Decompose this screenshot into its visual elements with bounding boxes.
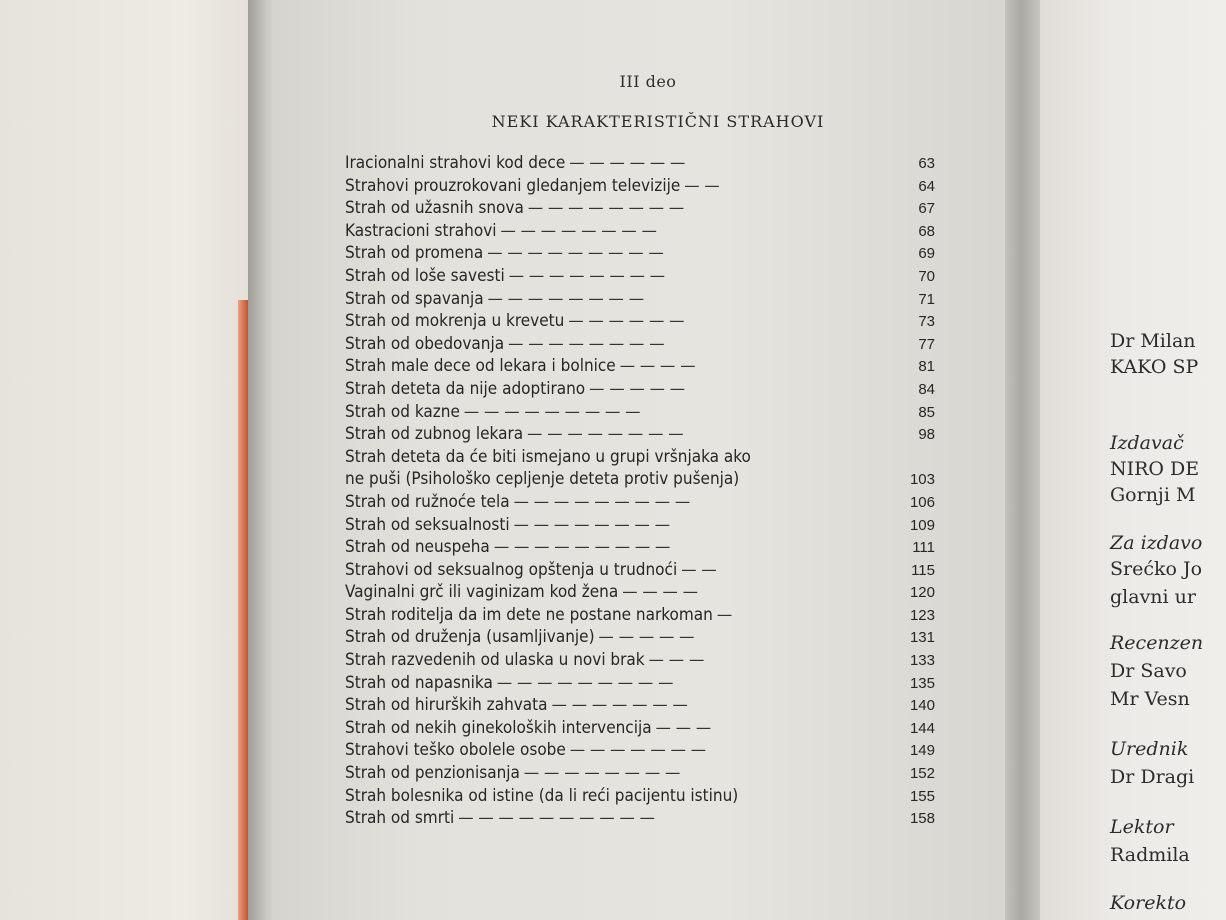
toc-leader-dashes: — — — — [622,582,699,603]
imprint-line: NIRO DE [1110,458,1200,480]
toc-entry [345,242,935,265]
left-page [0,0,265,920]
toc-leader-dashes: — — [684,175,720,196]
toc-entry-title: Strah od mokrenja u krevetu [345,311,565,332]
toc-page-number: 115 [911,561,935,579]
toc-entry [345,288,935,311]
toc-page-number: 135 [909,674,935,692]
toc-leader-dashes: — [716,604,733,625]
toc-entry [345,762,935,785]
toc-page-number: 69 [918,245,935,263]
toc-page-number: 158 [909,810,935,828]
toc-entry [345,197,935,220]
toc-page-number: 68 [918,222,935,240]
toc-page-number: 109 [909,516,935,534]
toc-page-number: 64 [918,177,935,195]
toc-entry [345,401,935,424]
section-title: NEKI KARAKTERISTIČNI STRAHOVI [491,112,825,131]
toc-page-number: 144 [909,719,935,737]
imprint-line: Za izdavo [1110,532,1203,554]
toc-leader-dashes: — — — — — — — — [527,198,685,219]
toc-entry [345,333,935,356]
toc-page-number: 106 [909,493,935,511]
imprint-line: Dr Dragi [1110,766,1195,788]
toc-entry-title: Strah od penzionisanja [345,763,520,784]
toc-page-number: 140 [909,697,935,715]
toc-leader-dashes: — — — — — [598,627,695,648]
imprint-line: Dr Savo [1110,660,1187,682]
toc-entry [345,581,935,604]
toc-page-number: 123 [909,606,935,624]
toc-entry [345,604,935,627]
toc-leader-dashes: — — — — — — — — — [487,243,664,264]
toc-leader-dashes: — — — — — — — — [487,288,645,309]
imprint-line: Korekto [1110,892,1187,914]
section-label: III deo [619,72,677,91]
toc-leader-dashes: — — — [648,650,705,671]
toc-entry [345,491,935,514]
toc-entry [345,220,935,243]
toc-leader-dashes: — — — — — — — — [523,763,681,784]
toc-entry [345,378,935,401]
toc-entry [345,717,935,740]
toc-leader-dashes: — — — — [619,356,696,377]
toc-entry-title: Strah od užasnih snova [345,198,524,219]
imprint-page [1040,0,1226,920]
imprint-line: Mr Vesn [1110,688,1190,710]
toc-entry [345,468,935,491]
toc-leader-dashes: — — — — — [589,378,686,399]
toc-entry-title: Strah od spavanja [345,288,484,309]
toc-entry [345,265,935,288]
toc-entry [345,559,935,582]
toc-leader-dashes: — — — — — — — — [508,265,666,286]
toc-leader-dashes: — — [681,559,717,580]
toc-entry [345,649,935,672]
toc-entry [345,739,935,762]
toc-leader-dashes: — — — — — — — [569,740,707,761]
toc-page-number: 84 [918,380,935,398]
toc-entry-title: ne puši (Psihološko cepljenje deteta protiv pušenja) [345,469,740,490]
toc-page-number: 73 [918,313,935,331]
toc-leader-dashes: — — — — — — — — [508,333,665,354]
toc-entry-title: Strah od zubnog lekara [345,424,524,445]
toc-entry-title: Strah od promena [345,243,484,264]
toc-entry-title: Strahovi od seksualnog opštenja u trudnoći [345,559,678,580]
toc-entry [345,672,935,695]
toc-entry [345,446,935,469]
toc-leader-dashes: — — — — — — — — [527,424,684,445]
toc-page-number: 131 [909,629,935,647]
toc-leader-dashes: — — — — — — — [551,695,688,716]
toc-page-number: 103 [909,471,935,489]
toc-leader-dashes: — — — — — — — — — — [458,808,655,829]
toc-entry-title: Strah roditelja da im dete ne postane narkoman [345,604,713,625]
toc-entry-title: Strahovi prouzrokovani gledanjem televizije [345,175,681,196]
toc-entry-title: Strah od ružnoće tela [345,491,510,512]
imprint-line: Lektor [1110,816,1174,838]
toc-page-number: 155 [909,787,935,805]
toc-entry-title: Strah od kazne [345,401,460,422]
toc-leader-dashes: — — — [655,717,712,738]
toc-page-number: 133 [909,652,935,670]
toc-entry [345,423,935,446]
toc-page-number: 77 [918,335,935,353]
toc-leader-dashes: — — — — — — — — — [513,491,691,512]
toc-page-number: 70 [918,267,935,285]
toc-leader-dashes: — — — — — — — — [513,514,671,535]
imprint-line: Recenzen [1110,632,1204,654]
toc-entry-title: Strah od neuspeha [345,537,490,558]
toc-leader-dashes: — — — — — — — — [500,220,657,241]
toc-entry [345,152,935,175]
toc-entry [345,785,935,808]
toc-entry-title: Strah od obedovanja [345,333,505,354]
toc-entry-title: Strahovi teško obolele osobe [345,740,566,761]
toc-entry-title: Strah od smrti [345,808,455,829]
toc-page-number: 85 [918,403,935,421]
imprint-line: KAKO SP [1110,356,1199,378]
toc-entry [345,175,935,198]
toc-entry-title: Strah male dece od lekara i bolnice [345,356,616,377]
toc-entry-title: Strah od druženja (usamljivanje) [345,627,595,648]
toc-page-number: 63 [918,155,935,172]
toc-entry [345,310,935,333]
toc-page-number: 71 [918,290,935,308]
toc-entry [345,536,935,559]
toc-entry [345,626,935,649]
toc-page-number: 67 [918,200,935,218]
toc-leader-dashes: — — — — — — — — — [496,672,674,693]
toc-entry-title: Strah od seksualnosti [345,514,510,535]
imprint-line: Radmila [1110,844,1190,866]
toc-entry-title: Iracionalni strahovi kod dece [345,153,566,173]
imprint-line: Urednik [1110,738,1189,760]
toc-entry [345,694,935,717]
toc-page-number: 152 [909,765,935,783]
toc-entry [345,807,935,830]
gutter-shadow [1005,0,1045,920]
toc-entry-title: Strah od nekih ginekoloških intervencija [345,717,652,738]
toc-entry-title: Strah od napasnika [345,672,493,693]
toc-entry-title: Strah razvedenih od ulaska u novi brak [345,650,645,671]
toc-entry-title: Strah od loše savesti [345,265,505,286]
toc-page-number: 81 [918,358,935,376]
toc-page-number: 149 [909,742,935,760]
imprint-line: glavni ur [1110,586,1196,608]
imprint-line: Izdavač [1110,432,1184,454]
toc-entry-title: Strah bolesnika od istine (da li reći pacijentu istinu) [345,785,739,806]
toc-entry-title: Vaginalni grč ili vaginizam kod žena [345,582,619,603]
toc-entry-title: Strah od hirurških zahvata [345,695,548,716]
toc-leader-dashes: — — — — — — — — — [463,401,641,422]
toc-list [345,152,935,830]
toc-entry [345,355,935,378]
toc-entry-title: Kastracioni strahovi [345,220,497,241]
toc-entry-title: Strah deteta da će biti ismejano u grupi vršnjaka ako [345,446,751,467]
toc-entry [345,514,935,537]
imprint-line: Gornji M [1110,484,1196,506]
imprint-line: Dr Milan [1110,330,1196,352]
toc-page-number: 120 [909,584,935,602]
toc-leader-dashes: — — — — — — — — — [493,537,671,558]
toc-page-number: 98 [918,426,935,444]
toc-leader-dashes: — — — — — — [568,311,685,332]
toc-page-number: 111 [912,539,935,557]
book-cover-edge [238,300,248,920]
toc-entry-title: Strah deteta da nije adoptirano [345,378,586,399]
toc-leader-dashes: — — — — — — [569,153,686,173]
imprint-line: Srećko Jo [1110,558,1203,580]
